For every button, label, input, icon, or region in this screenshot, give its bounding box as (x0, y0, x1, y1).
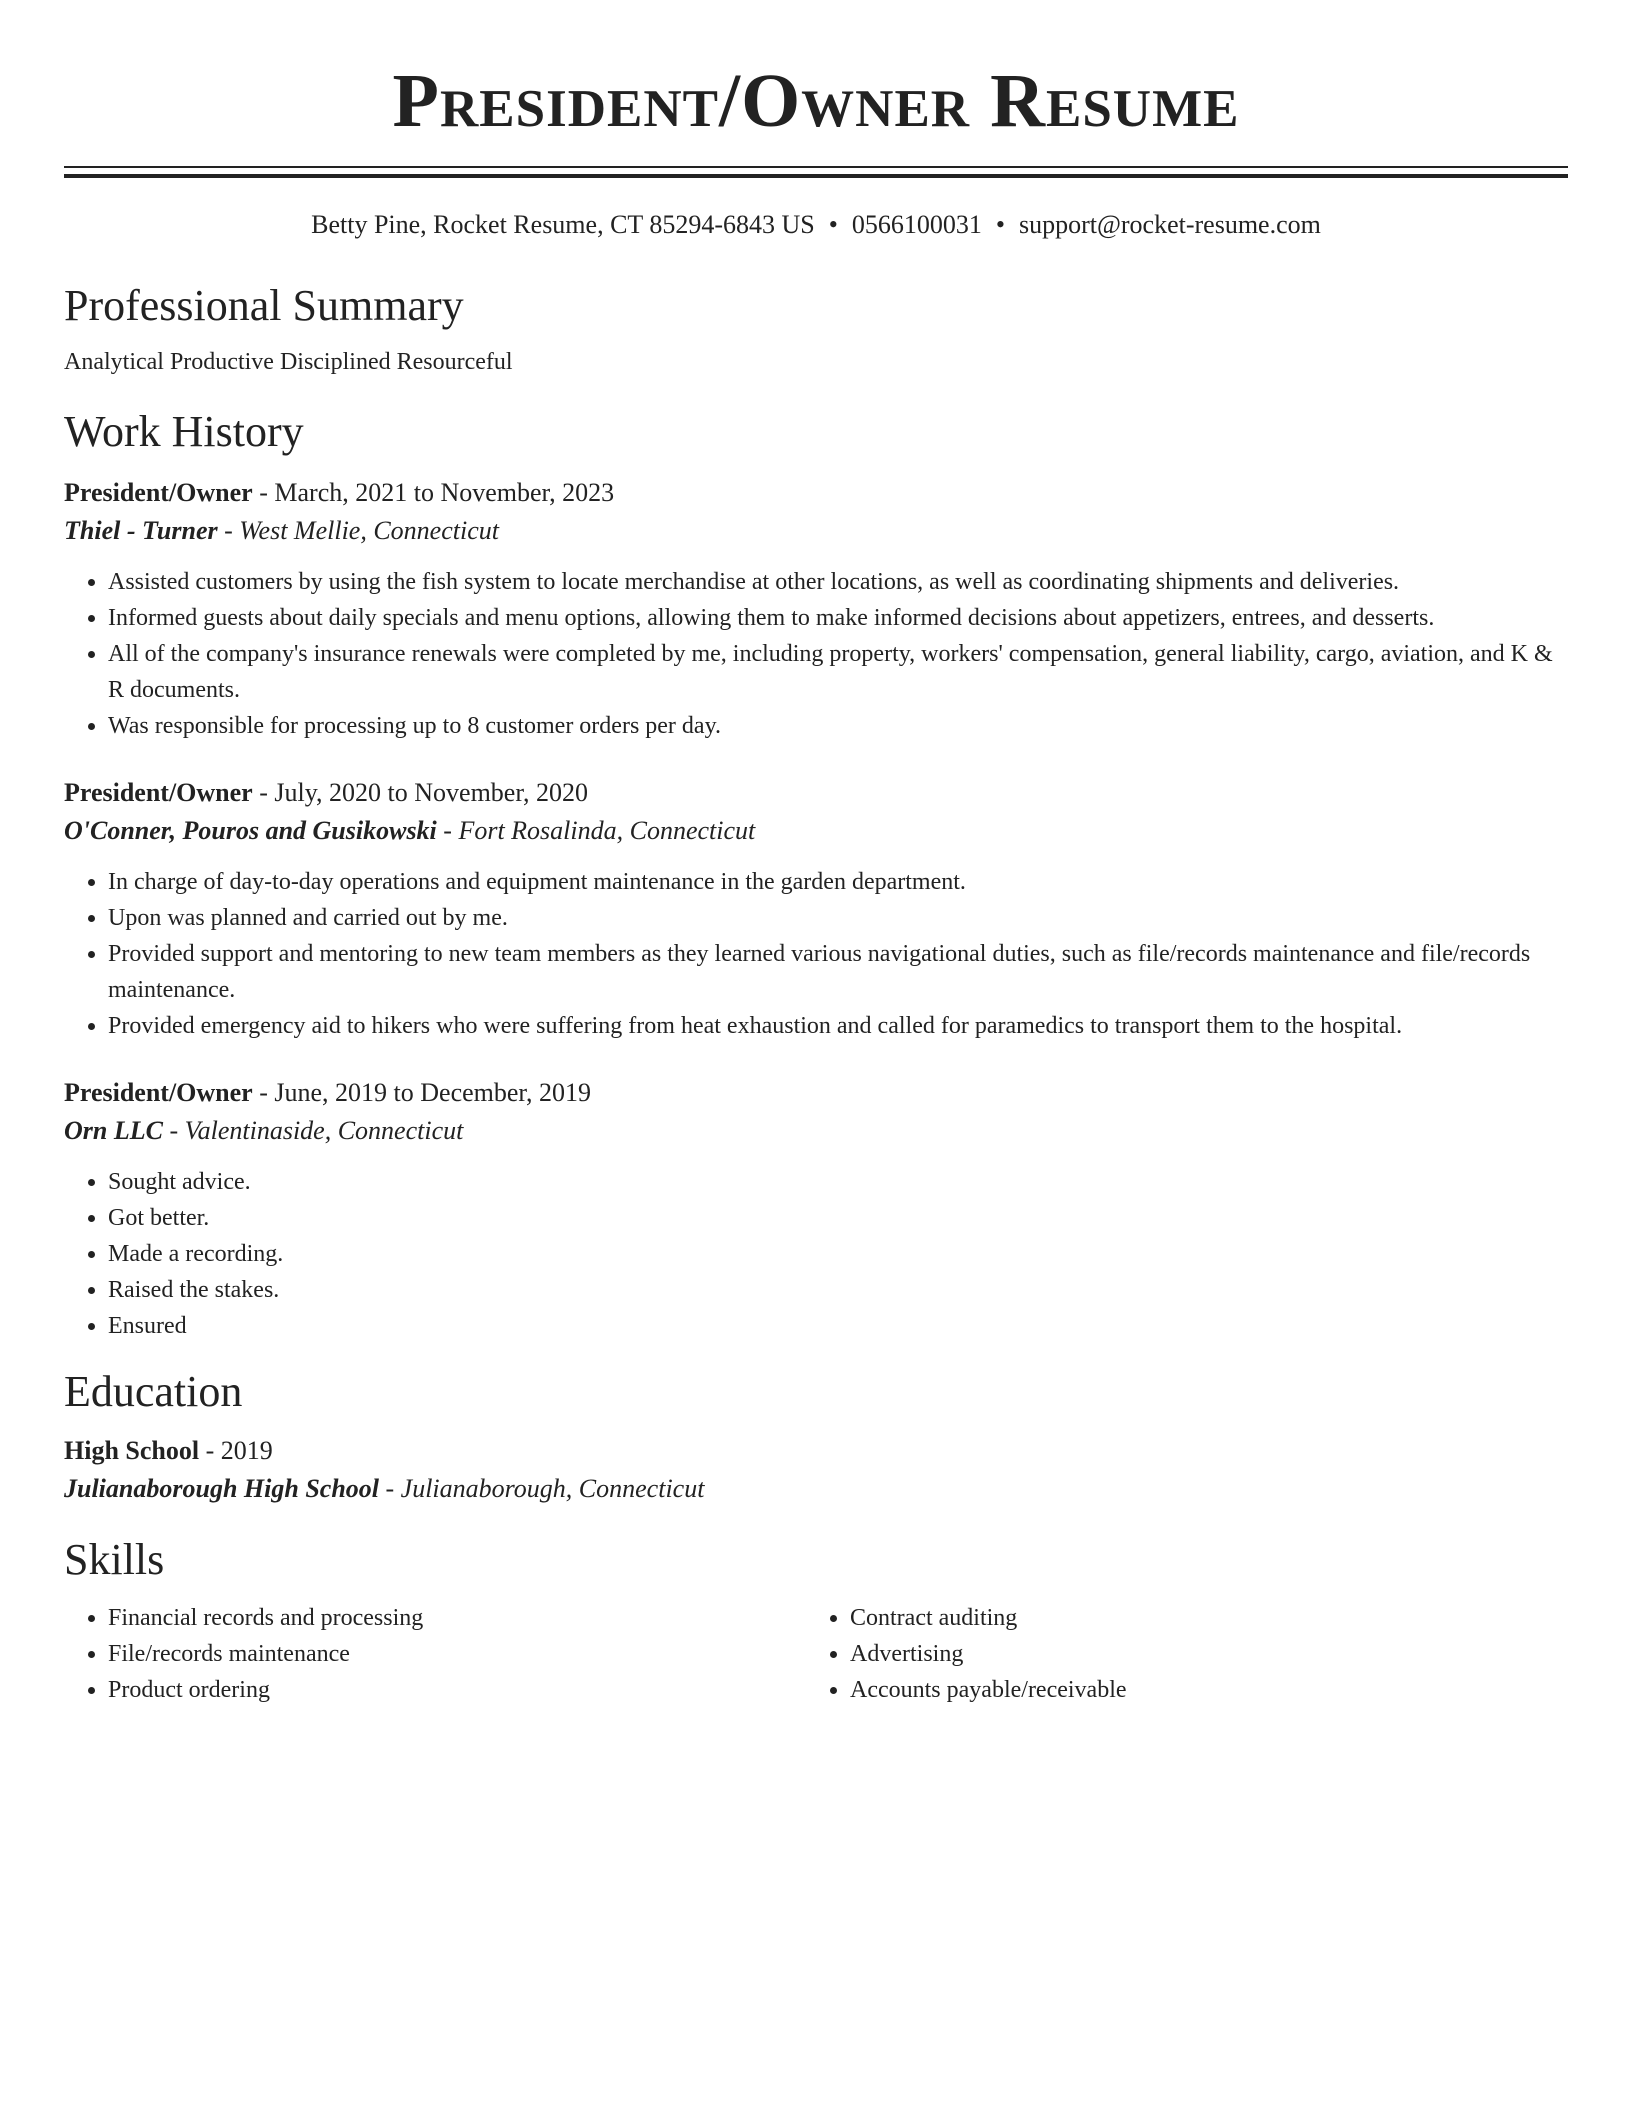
list-item: • Made a recording. (108, 1236, 1568, 1272)
job-company-line (64, 1112, 1568, 1150)
list-item: • Got better. (108, 1200, 1568, 1236)
job-company: Orn LLC (64, 1116, 163, 1145)
job-bullets (64, 564, 1568, 744)
list-item: • Sought advice. (108, 1164, 1568, 1200)
job-entry (64, 774, 1568, 1044)
list-item: • Ensured (108, 1308, 1568, 1344)
education-year: - 2019 (199, 1436, 273, 1465)
education-degree-line (64, 1432, 1568, 1470)
summary-text: Analytical Productive Disciplined Resourceful (64, 349, 513, 375)
job-company: Thiel - Turner (64, 516, 218, 545)
list-item: • Accounts payable/receivable (850, 1672, 1548, 1708)
education-school-line (64, 1470, 1568, 1508)
contact-email[interactable]: support@rocket-resume.com (1018, 210, 1321, 239)
job-title: President/Owner (64, 778, 253, 807)
job-title: President/Owner (64, 478, 253, 507)
job-company-line (64, 812, 1568, 850)
list-item: • Provided emergency aid to hikers who were suffering from heat exhaustion and called for paramedics to transport them to the hospital. (108, 1008, 1568, 1044)
job-title-line (64, 1074, 1568, 1112)
list-item: • Provided support and mentoring to new team members as they learned various navigational duties, such as file/records maintenance and file/records maintenance. (108, 936, 1568, 1008)
skills-list-left (64, 1600, 806, 1708)
list-item: • File/records maintenance (108, 1636, 806, 1672)
skills-grid (64, 1600, 1568, 1708)
job-location: - Fort Rosalinda, Connecticut (436, 816, 756, 845)
resume-content (64, 0, 1568, 1708)
resume-title: President/Owner Resume (392, 59, 1240, 143)
contact-separator: • (995, 210, 1005, 239)
education-heading: Education (64, 1367, 243, 1416)
job-entry (64, 474, 1568, 744)
title-rule-thin (64, 166, 1568, 168)
job-bullets (64, 864, 1568, 1044)
education-entry (64, 1432, 1568, 1508)
contact-phone: 0566100031 (851, 210, 982, 239)
title-rule-thick (64, 174, 1568, 178)
contact-address: Betty Pine, Rocket Resume, CT 85294-6843 US (311, 210, 815, 239)
job-location: - Valentinaside, Connecticut (162, 1116, 464, 1145)
skills-list-right (806, 1600, 1548, 1708)
job-title-line (64, 474, 1568, 512)
list-item: • Contract auditing (850, 1600, 1548, 1636)
job-location: - West Mellie, Connecticut (217, 516, 499, 545)
skills-column-left (64, 1600, 806, 1708)
job-dates: - July, 2020 to November, 2020 (252, 778, 588, 807)
list-item: • Informed guests about daily specials and menu options, allowing them to make informed decisions about appetizers, entrees, and desserts. (108, 600, 1568, 636)
contact-separator: • (828, 210, 838, 239)
job-title-line (64, 774, 1568, 812)
skills-column-right (806, 1600, 1548, 1708)
job-entry (64, 1074, 1568, 1344)
list-item: • Assisted customers by using the fish system to locate merchandise at other locations, as well as coordinating shipments and deliveries. (108, 564, 1568, 600)
education-school: Julianaborough High School (64, 1474, 379, 1503)
list-item: • Product ordering (108, 1672, 806, 1708)
list-item: • All of the company's insurance renewals were completed by me, including property, workers' compensation, general liability, cargo, aviation, and K & R documents. (108, 636, 1568, 708)
summary-heading: Professional Summary (64, 281, 464, 330)
list-item: • Was responsible for processing up to 8 customer orders per day. (108, 708, 1568, 744)
skills-heading: Skills (64, 1535, 165, 1584)
job-dates: - March, 2021 to November, 2023 (252, 478, 615, 507)
education-location: - Julianaborough, Connecticut (379, 1474, 705, 1503)
job-company-line (64, 512, 1568, 550)
education-degree: High School (64, 1436, 200, 1465)
job-dates: - June, 2019 to December, 2019 (252, 1078, 592, 1107)
job-title: President/Owner (64, 1078, 253, 1107)
list-item: • Raised the stakes. (108, 1272, 1568, 1308)
list-item: • Financial records and processing (108, 1600, 806, 1636)
contact-line (64, 208, 1568, 242)
work-history-heading: Work History (64, 407, 304, 456)
list-item: • Advertising (850, 1636, 1548, 1672)
list-item: • Upon was planned and carried out by me. (108, 900, 1568, 936)
job-company: O'Conner, Pouros and Gusikowski (64, 816, 437, 845)
job-bullets (64, 1164, 1568, 1344)
list-item: • In charge of day-to-day operations and equipment maintenance in the garden department. (108, 864, 1568, 900)
